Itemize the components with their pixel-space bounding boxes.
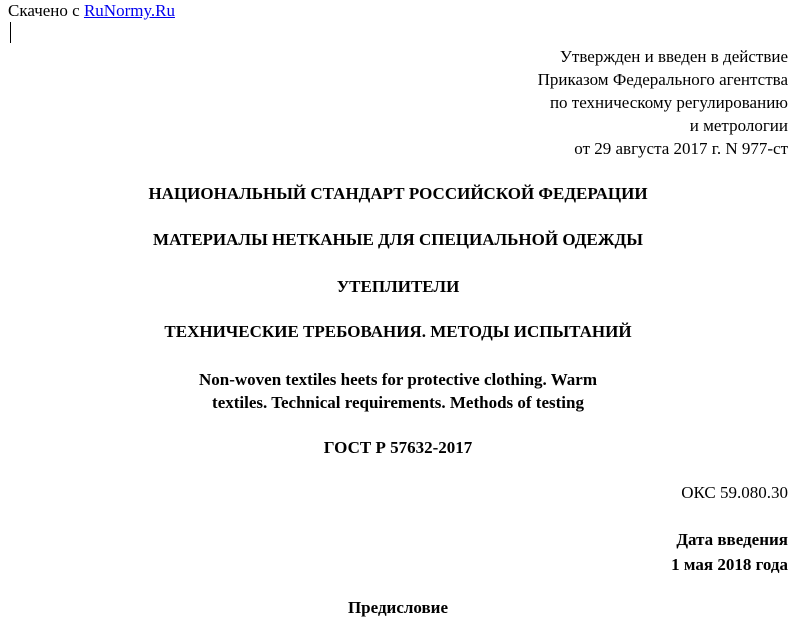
approval-line-2: Приказом Федерального агентства xyxy=(537,70,788,89)
foreword-heading: Предисловие xyxy=(347,598,449,617)
oks-code: ОКС 59.080.30 xyxy=(681,483,788,502)
standard-title: НАЦИОНАЛЬНЫЙ СТАНДАРТ РОССИЙСКОЙ ФЕДЕРАЦИИ xyxy=(148,184,648,203)
source-link[interactable]: RuNormy.Ru xyxy=(83,1,175,20)
intro-date-value: 1 мая 2018 года xyxy=(671,555,788,574)
subject-title: МАТЕРИАЛЫ НЕТКАНЫЕ ДЛЯ СПЕЦИАЛЬНОЙ ОДЕЖДЫ xyxy=(153,230,643,249)
english-title-line-1: Non-woven textiles heets for protective clothing. Warm xyxy=(198,370,597,389)
approval-block xyxy=(538,45,788,160)
approval-line-5: от 29 августа 2017 г. N 977-ст xyxy=(574,139,788,158)
english-title-line-2: textiles. Technical requirements. Methods of testing xyxy=(212,393,584,412)
approval-line-1: Утвержден и введен в действие xyxy=(559,47,788,66)
source-line xyxy=(8,1,175,21)
intro-date-block xyxy=(671,527,788,577)
section-title: ТЕХНИЧЕСКИЕ ТРЕБОВАНИЯ. МЕТОДЫ ИСПЫТАНИЙ xyxy=(164,322,632,341)
approval-line-4: и метрологии xyxy=(689,116,788,135)
text-cursor xyxy=(10,22,11,43)
english-title xyxy=(0,368,790,414)
approval-line-3: по техническому регулированию xyxy=(549,93,788,112)
subtitle: УТЕПЛИТЕЛИ xyxy=(336,277,460,296)
gost-number: ГОСТ Р 57632-2017 xyxy=(323,438,473,457)
intro-date-label: Дата введения xyxy=(676,530,788,549)
source-prefix: Скачено с xyxy=(8,1,84,20)
